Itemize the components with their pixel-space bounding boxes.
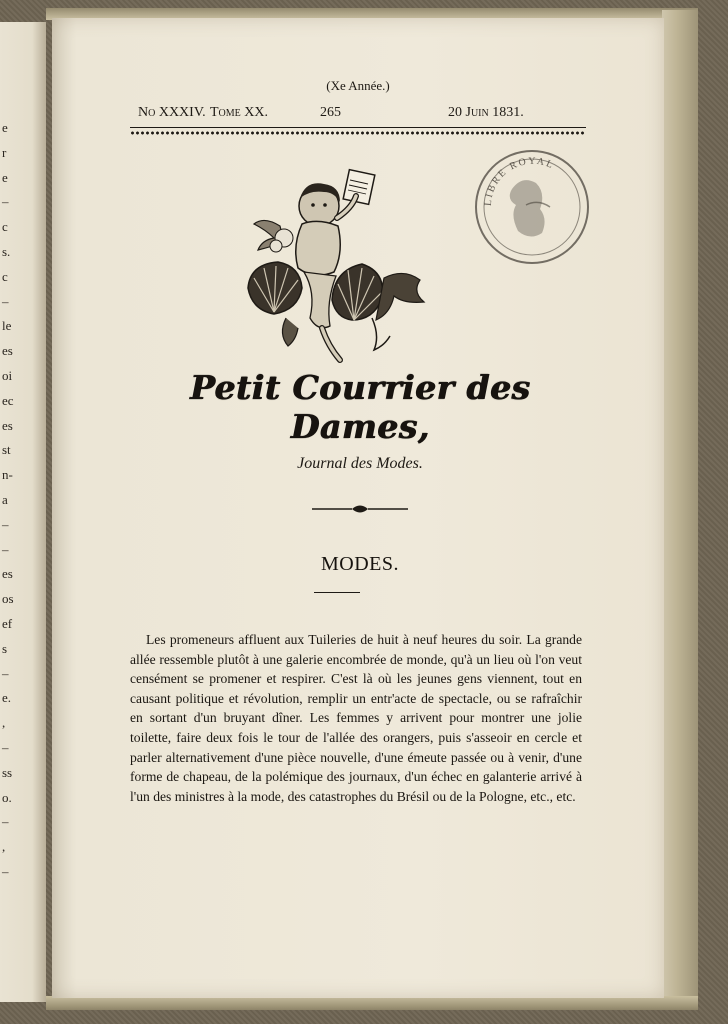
header-rule xyxy=(130,127,586,128)
left-page-fragment: st xyxy=(2,442,11,458)
left-page-fragment: ss xyxy=(2,764,13,780)
left-page-fragment: e. xyxy=(2,690,12,706)
left-page-fragment: , xyxy=(2,839,6,855)
left-page-fragment: le xyxy=(2,318,12,334)
left-page-fragment: es xyxy=(2,566,13,582)
header-dotted-rule xyxy=(130,130,586,136)
left-page-fragment: o. xyxy=(2,789,12,805)
left-page-fragment: s xyxy=(2,640,8,656)
left-page-fragment: es xyxy=(2,343,13,359)
flourish-ornament xyxy=(312,502,408,516)
article-body xyxy=(130,630,582,806)
page-stack-bottom xyxy=(46,996,698,1010)
left-page-fragment: s. xyxy=(2,244,11,259)
page-stack-edge xyxy=(662,10,698,1005)
library-stamp xyxy=(470,145,595,270)
left-page-fragment: e xyxy=(2,169,8,185)
left-page-fragment: – xyxy=(2,740,9,755)
left-page-fragment: a xyxy=(2,492,8,507)
left-page-fragment: , xyxy=(2,715,6,731)
left-page-fragment: ec xyxy=(2,392,14,408)
left-page-fragment: ef xyxy=(2,616,13,631)
left-page-fragment: e xyxy=(2,120,8,135)
left-page-fragment: – xyxy=(2,194,9,210)
left-page-fragment: r xyxy=(2,144,7,160)
left-page-fragment: oi xyxy=(2,368,13,383)
left-page-fragment: – xyxy=(2,814,9,830)
left-page-fragment: c xyxy=(2,219,8,235)
left-page-fragment: es xyxy=(2,417,13,433)
left-page-fragment: – xyxy=(2,665,9,681)
left-page-fragment: n- xyxy=(2,467,13,483)
left-page-fragment: – xyxy=(2,541,9,557)
left-page-fragment: – xyxy=(2,864,9,879)
stamp-text: LIBRE ROYAL xyxy=(482,155,557,207)
article-paragraph: Les promeneurs affluent aux Tuileries de huit à neuf heures du soir. La grande allée ressemble plutôt à une galerie encombrée de monde, qu'à un lieu où l'on veut censément se promener et respirer. C'est là où les jeunes gens viennent, tout en causant politique et révolution, remplir un entr'acte de spectacle, ou se rafraîchir en sortant d'un bruyant dîner. Les femmes y arrivent pour montrer une jolie toilette, faire deux fois le tour de l'allée des orangers, puis s'asseoir en cercle et parler alternativement d'une pièce nouvelle, d'une émeute passée ou à venir, d'une forme de chapeau, de la polémique des journaux, d'un échec en galanterie arrivé à l'un des ministres à la mode, des catastrophes du Brésil ou de la Pologne, etc., etc. xyxy=(130,632,582,804)
cherub-illustration xyxy=(244,168,429,368)
page-number: 265 xyxy=(320,105,341,120)
issue-number: No XXXIV. xyxy=(138,105,206,120)
left-page xyxy=(0,22,46,1002)
left-page-fragment: – xyxy=(2,516,9,532)
section-heading: MODES. xyxy=(320,553,399,575)
issue-date: 20 Juin 1831. xyxy=(448,105,524,120)
left-page-fragment: c xyxy=(2,268,8,284)
year-label: (Xe Année.) xyxy=(326,78,390,93)
section-heading-rule xyxy=(314,592,360,593)
left-page-fragment: os xyxy=(2,591,14,607)
tome-number: Tome XX. xyxy=(210,105,268,120)
masthead-title: Petit Courrier des Dames, xyxy=(189,368,531,446)
left-page-fragment: – xyxy=(2,293,9,309)
masthead-subtitle: Journal des Modes. xyxy=(297,455,423,472)
